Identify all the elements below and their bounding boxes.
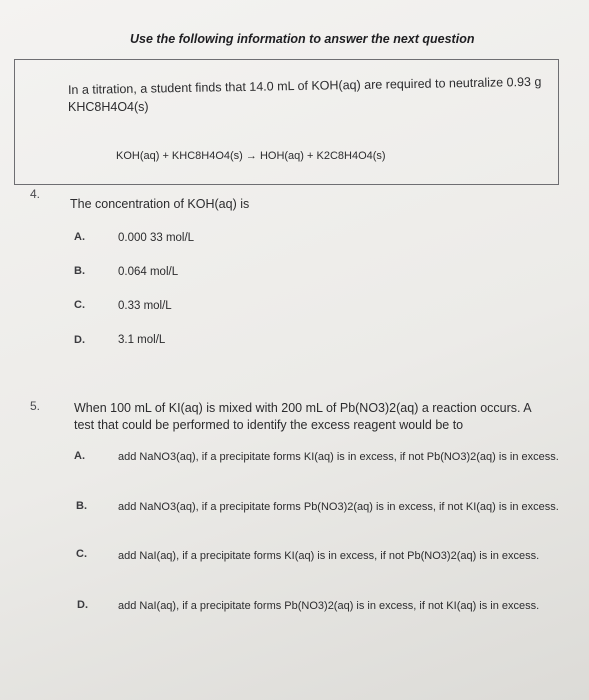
q4-option-b[interactable]: 0.064 mol/L: [118, 266, 179, 278]
q4-option-a-letter: A.: [74, 231, 85, 243]
q5-option-c-letter: C.: [76, 548, 87, 560]
q4-option-d-letter: D.: [74, 334, 85, 346]
instruction-heading: Use the following information to answer the next question: [130, 32, 475, 46]
q5-option-a[interactable]: add NaNO3(aq), if a precipitate forms KI(aq) is in excess, if not Pb(NO3)2(aq) is in excess.: [118, 451, 559, 463]
q4-option-b-letter: B.: [74, 265, 85, 277]
q5-option-a-letter: A.: [74, 450, 85, 462]
info-text-line2: KHC8H4O4(s): [68, 100, 149, 114]
q5-option-d-letter: D.: [77, 599, 88, 611]
question-5-number: 5.: [30, 399, 41, 413]
q4-option-d[interactable]: 3.1 mol/L: [118, 334, 166, 346]
q5-option-b[interactable]: add NaNO3(aq), if a precipitate forms Pb(NO3)2(aq) is in excess, if not KI(aq) is in excess.: [118, 501, 559, 513]
q4-option-c[interactable]: 0.33 mol/L: [118, 300, 172, 312]
q5-option-c[interactable]: add NaI(aq), if a precipitate forms KI(aq) is in excess, if not Pb(NO3)2(aq) is in excess.: [118, 550, 540, 562]
q4-option-a[interactable]: 0.000 33 mol/L: [118, 232, 195, 244]
question-4-number: 4.: [30, 187, 41, 201]
q4-option-c-letter: C.: [74, 299, 85, 311]
chemical-equation: KOH(aq) + KHC8H4O4(s) → HOH(aq) + K2C8H4O4(s): [116, 150, 386, 162]
q5-option-b-letter: B.: [76, 500, 87, 512]
q5-option-d[interactable]: add NaI(aq), if a precipitate forms Pb(NO3)2(aq) is in excess, if not KI(aq) is in excess.: [118, 600, 540, 612]
info-text-line1: In a titration, a student finds that 14.0 mL of KOH(aq) are required to neutralize 0.93 g: [67, 74, 542, 97]
question-5-text: When 100 mL of KI(aq) is mixed with 200 mL of Pb(NO3)2(aq) a reaction occurs. A test that could be performed to identify the excess reagent would be to: [74, 401, 531, 432]
question-4-text: The concentration of KOH(aq) is: [70, 197, 250, 211]
